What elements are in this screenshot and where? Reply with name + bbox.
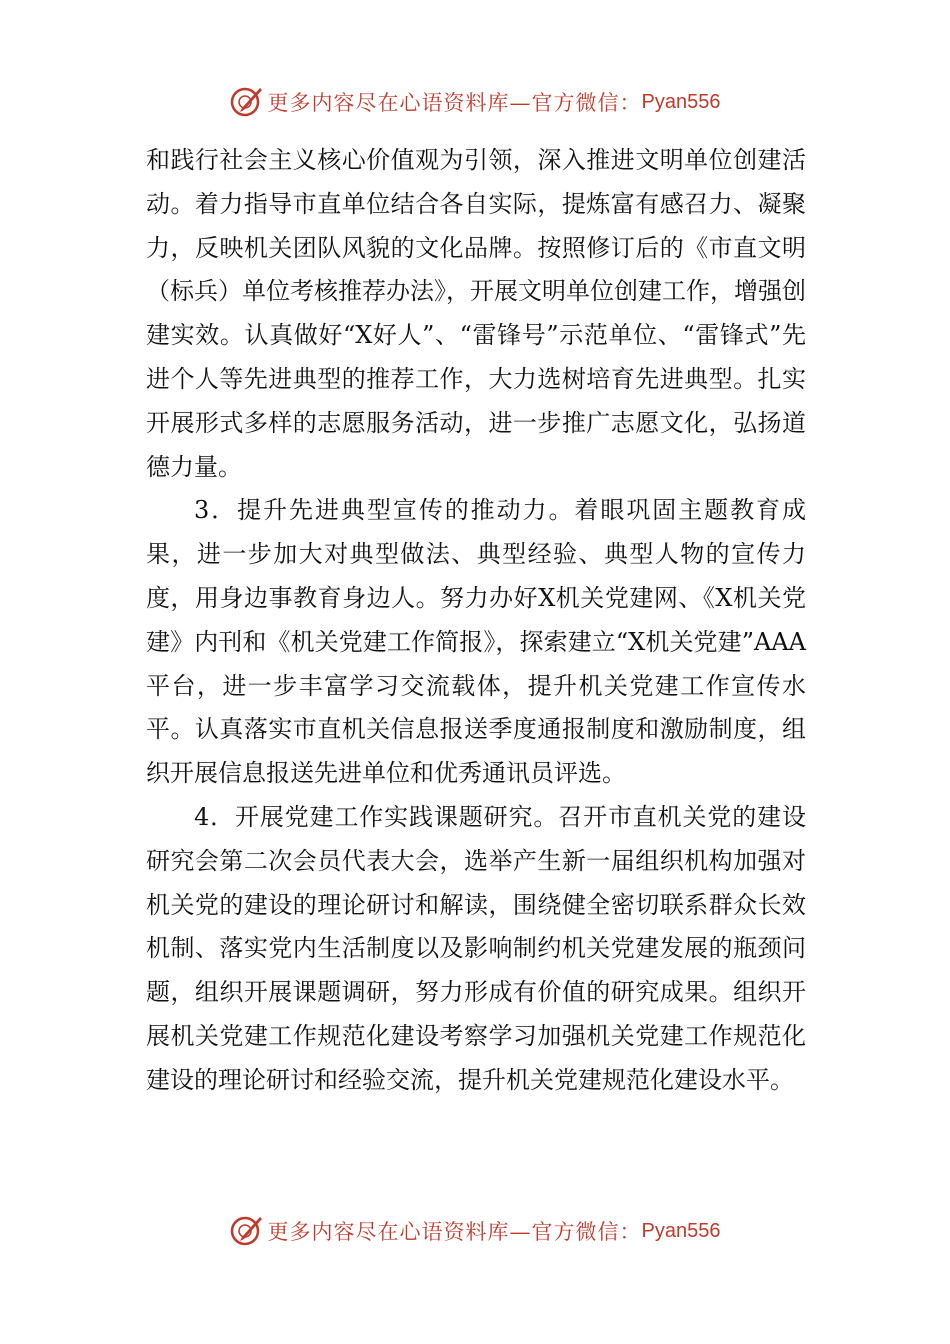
paragraph-2: 3．提升先进典型宣传的推动力。着眼巩固主题教育成果，进一步加大对典型做法、典型经验、典型人物的宣传力度，用身边事教育身边人。努力办好X机关党建网、《X机关党建》内刊和《机关党建工作简报》，探索建立“X机关党建”AAA平台，进一步丰富学习交流载体，提升机关党建工作宣传水平。认真落实市直机关信息报送季度通报制度和激励制度，组织开展信息报送先进单位和优秀通讯员评选。 [146, 496, 806, 788]
watermark-banner-top [0, 82, 950, 122]
watermark-text: 更多内容尽在心语资料库—官方微信： [267, 1220, 642, 1244]
paragraph-3: 4．开展党建工作实践课题研究。召开市直机关党的建设研究会第二次会员代表大会，选举产生新一届组织机构加强对机关党的建设的理论研讨和解读，围绕健全密切联系群众长效机制、落实党内生活制度以及影响制约机关党建发展的瓶颈问题，组织开展课题调研，努力形成有价值的研究成果。组织开展机关党建工作规范化建设考察学习加强机关党建工作规范化建设的理论研讨和经验交流，提升机关党建规范化建设水平。 [146, 802, 806, 1094]
pen-logo-icon [230, 85, 264, 119]
paragraph-1: 和践行社会主义核心价值观为引领，深入推进文明单位创建活动。着力指导市直单位结合各自实际，提炼富有感召力、凝聚力，反映机关团队风貌的文化品牌。按照修订后的《市直文明（标兵）单位考核推荐办法》，开展文明单位创建工作，增强创建实效。认真做好“X好人”、“雷锋号”示范单位、“雷锋式”先进个人等先进典型的推荐工作，大力选树培育先进典型。扎实开展形式多样的志愿服务活动，进一步推广志愿文化，弘扬道德力量。 [146, 146, 806, 481]
watermark-text: 更多内容尽在心语资料库—官方微信： [267, 91, 642, 115]
pen-logo-icon [230, 1214, 264, 1248]
watermark-id: Pyan556 [641, 1219, 721, 1242]
watermark-banner-bottom [0, 1211, 950, 1251]
document-body [146, 139, 806, 1103]
watermark-id: Pyan556 [641, 90, 721, 113]
